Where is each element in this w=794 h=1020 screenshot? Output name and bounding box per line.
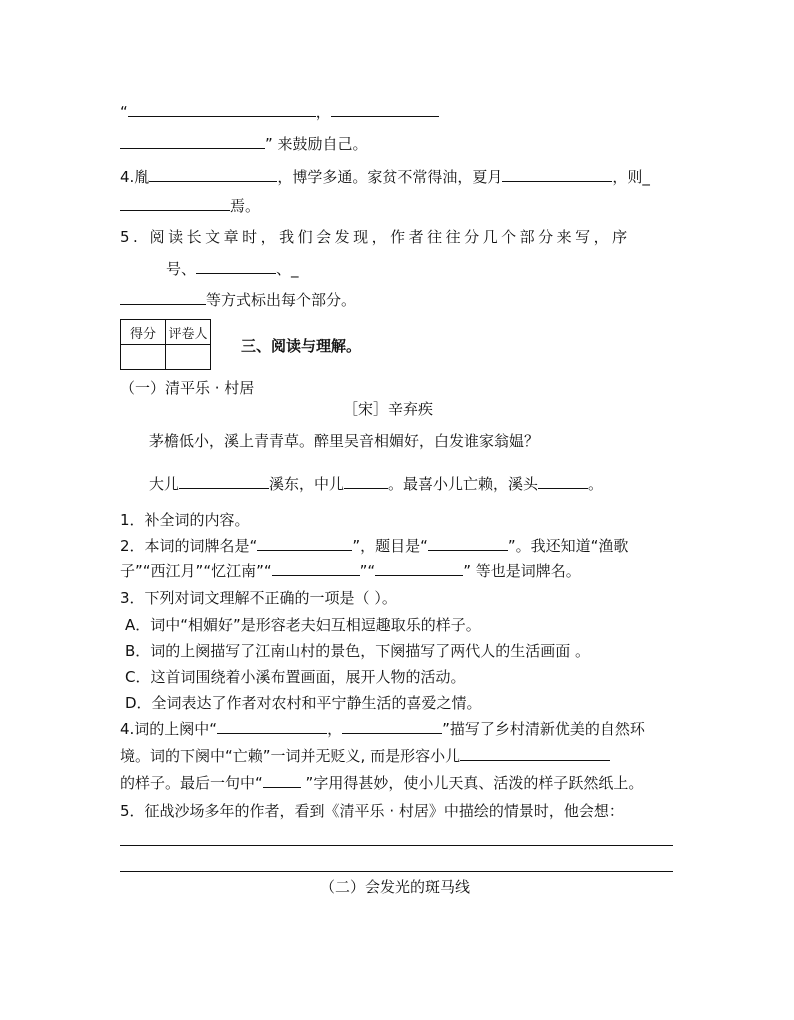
q4b-text: 4.词的上阕中“ — [120, 720, 218, 738]
q2-text: ” 等也是词牌名。 — [463, 562, 581, 580]
q4-text: ，博学多通。家贫不常得油，夏月 — [277, 168, 503, 186]
blank[interactable] — [344, 473, 388, 489]
question-4-line3 — [120, 772, 643, 794]
blank[interactable] — [460, 745, 610, 761]
q2-text: ”“ — [359, 562, 376, 580]
blank[interactable] — [196, 258, 276, 274]
question-2-line2 — [120, 560, 581, 582]
question-4-line1 — [120, 718, 645, 740]
q3-tail-text: ” 来鼓励自己。 — [265, 135, 368, 153]
question-4-line2 — [120, 745, 610, 767]
blank[interactable] — [272, 560, 360, 576]
poem-author: ［宋］辛弃疾 — [343, 400, 434, 418]
comma: ， — [315, 103, 331, 121]
q4b-text: 境。词的下阕中“亡赖”一词并无贬义, 而是形容小儿 — [120, 747, 461, 765]
blank[interactable] — [502, 166, 612, 182]
q4-label: 4.胤 — [120, 168, 150, 186]
blank[interactable] — [257, 535, 352, 551]
q3-tail-line2 — [120, 133, 368, 155]
question-2-line1 — [120, 535, 628, 557]
option-d[interactable]: D．全词表达了作者对农村和平宁静生活的喜爱之情。 — [125, 694, 482, 712]
answer-line[interactable] — [120, 845, 673, 846]
q5-line3 — [120, 289, 356, 311]
blank[interactable] — [120, 195, 230, 211]
q5-text: 号、 — [166, 260, 197, 278]
blank[interactable] — [149, 166, 277, 182]
blank[interactable] — [428, 535, 508, 551]
blank[interactable] — [128, 101, 316, 117]
blank[interactable] — [263, 772, 301, 788]
score-header: 得分 — [121, 320, 166, 345]
option-a[interactable]: A．词中“相媚好”是形容老夫妇互相逗趣取乐的样子。 — [125, 616, 481, 634]
option-b[interactable]: B．词的上阕描写了江南山村的景色，下阕描写了两代人的生活画面 。 — [125, 642, 591, 660]
poem-text: 。最喜小儿亡赖，溪头 — [388, 475, 539, 493]
section-title: 三、阅读与理解。 — [241, 337, 362, 355]
option-c[interactable]: C．这首词围绕着小溪布置画面，展开人物的活动。 — [125, 668, 466, 686]
blank[interactable] — [538, 473, 588, 489]
q4-line2 — [120, 195, 260, 217]
q2-text: ”。我还知道“渔歌 — [507, 537, 629, 555]
q4-line1 — [120, 166, 650, 188]
q2-text: 2．本词的词牌名是“ — [120, 537, 258, 555]
q2-text: 子”“西江月”“忆江南”“ — [120, 562, 272, 580]
open-quote: “ — [120, 103, 128, 121]
underscore: _ — [642, 168, 650, 186]
q4-end: 焉。 — [230, 197, 261, 215]
question-5: 5．征战沙场多年的作者，看到《清平乐 · 村居》中描绘的情景时，他会想： — [120, 802, 624, 820]
question-3: 3．下列对词文理解不正确的一项是（ ）。 — [120, 589, 397, 607]
q5-text: 等方式标出每个部分。 — [206, 291, 357, 309]
grader-header: 评卷人 — [166, 320, 211, 345]
poem-text: 。 — [588, 475, 604, 493]
answer-line[interactable] — [120, 871, 673, 872]
part1-title: （一）清平乐 · 村居 — [120, 379, 255, 397]
q4-then: ，则 — [612, 168, 643, 186]
blank[interactable] — [120, 133, 265, 149]
q5-line2 — [166, 258, 299, 280]
poem-text: 大儿 — [149, 475, 180, 493]
q3-tail-line1 — [120, 101, 439, 123]
blank[interactable] — [217, 718, 327, 734]
grader-cell[interactable] — [166, 345, 211, 370]
q4b-text: ， — [327, 720, 343, 738]
question-1: 1．补全词的内容。 — [120, 511, 250, 529]
q5-line1: 5. 阅读长文章时，我们会发现，作者往往分几个部分来写，序 — [120, 228, 631, 246]
blank[interactable] — [179, 473, 269, 489]
q5-dash: 、_ — [276, 260, 299, 278]
score-cell[interactable] — [121, 345, 166, 370]
q2-text: ”，题目是“ — [352, 537, 428, 555]
q4b-text: ”字用得甚妙，使小儿天真、活泼的样子跃然纸上。 — [300, 774, 644, 792]
q4b-text: ”描写了乡村清新优美的自然环 — [442, 720, 645, 738]
q4b-text: 的样子。最后一句中“ — [120, 774, 263, 792]
blank[interactable] — [120, 289, 206, 305]
blank[interactable] — [342, 718, 442, 734]
poem-line1: 茅檐低小，溪上青青草。醉里吴音相媚好，白发谁家翁媪？ — [149, 432, 540, 450]
blank[interactable] — [375, 560, 463, 576]
poem-line2 — [149, 473, 603, 495]
score-table — [120, 319, 211, 370]
part2-title: （二）会发光的斑马线 — [320, 878, 471, 896]
blank[interactable] — [331, 101, 439, 117]
poem-text: 溪东，中儿 — [269, 475, 345, 493]
